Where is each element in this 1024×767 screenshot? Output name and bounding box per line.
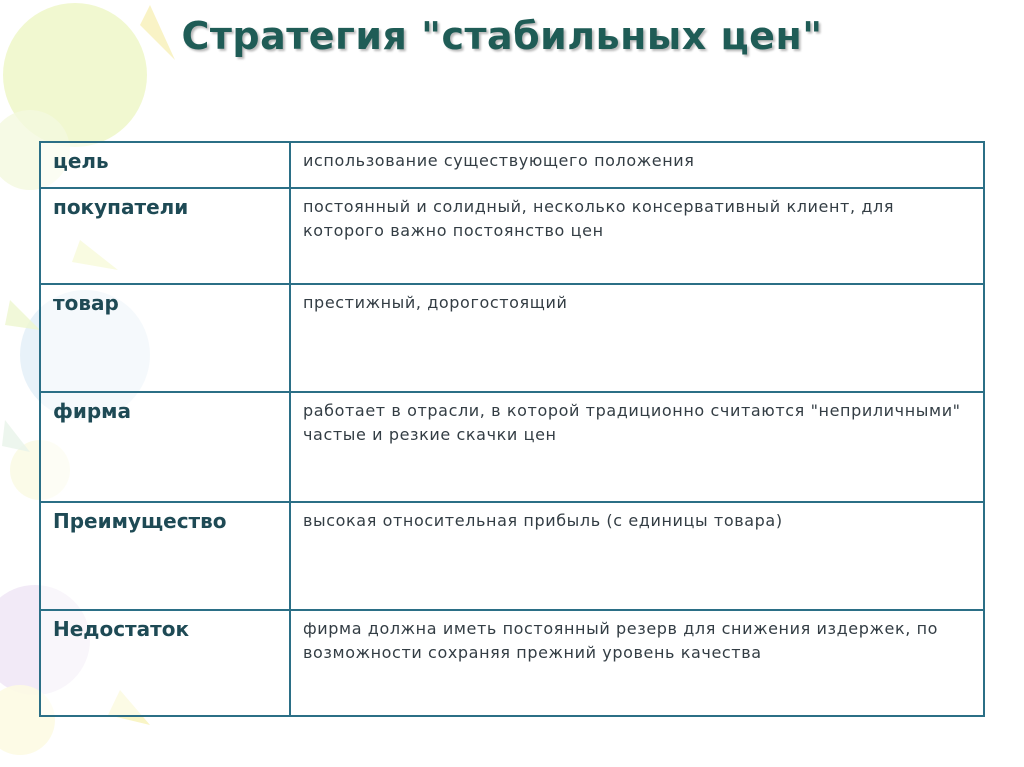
table-row (40, 188, 984, 284)
row-value: работает в отрасли, в которой традиционно считаются "неприличными" частые и резкие скачки цен (290, 392, 984, 502)
table-row (40, 392, 984, 502)
row-key: покупатели (40, 188, 290, 284)
row-key: Недостаток (40, 610, 290, 716)
row-key: цель (40, 142, 290, 188)
row-value: фирма должна иметь постоянный резерв для снижения издержек, по возможности сохраняя прежний уровень качества (290, 610, 984, 716)
row-key: фирма (40, 392, 290, 502)
slide-title: Стратегия "стабильных цен" (181, 14, 823, 58)
table-row (40, 502, 984, 610)
row-value: постоянный и солидный, несколько консервативный клиент, для которого важно постоянство цен (290, 188, 984, 284)
row-key: Преимущество (40, 502, 290, 610)
strategy-table (39, 141, 985, 717)
row-value: престижный, дорогостоящий (290, 284, 984, 392)
row-value: высокая относительная прибыль (с единицы товара) (290, 502, 984, 610)
strategy-table-container (39, 141, 985, 717)
table-row (40, 284, 984, 392)
table-row (40, 142, 984, 188)
row-key: товар (40, 284, 290, 392)
table-row (40, 610, 984, 716)
row-value: использование существующего положения (290, 142, 984, 188)
